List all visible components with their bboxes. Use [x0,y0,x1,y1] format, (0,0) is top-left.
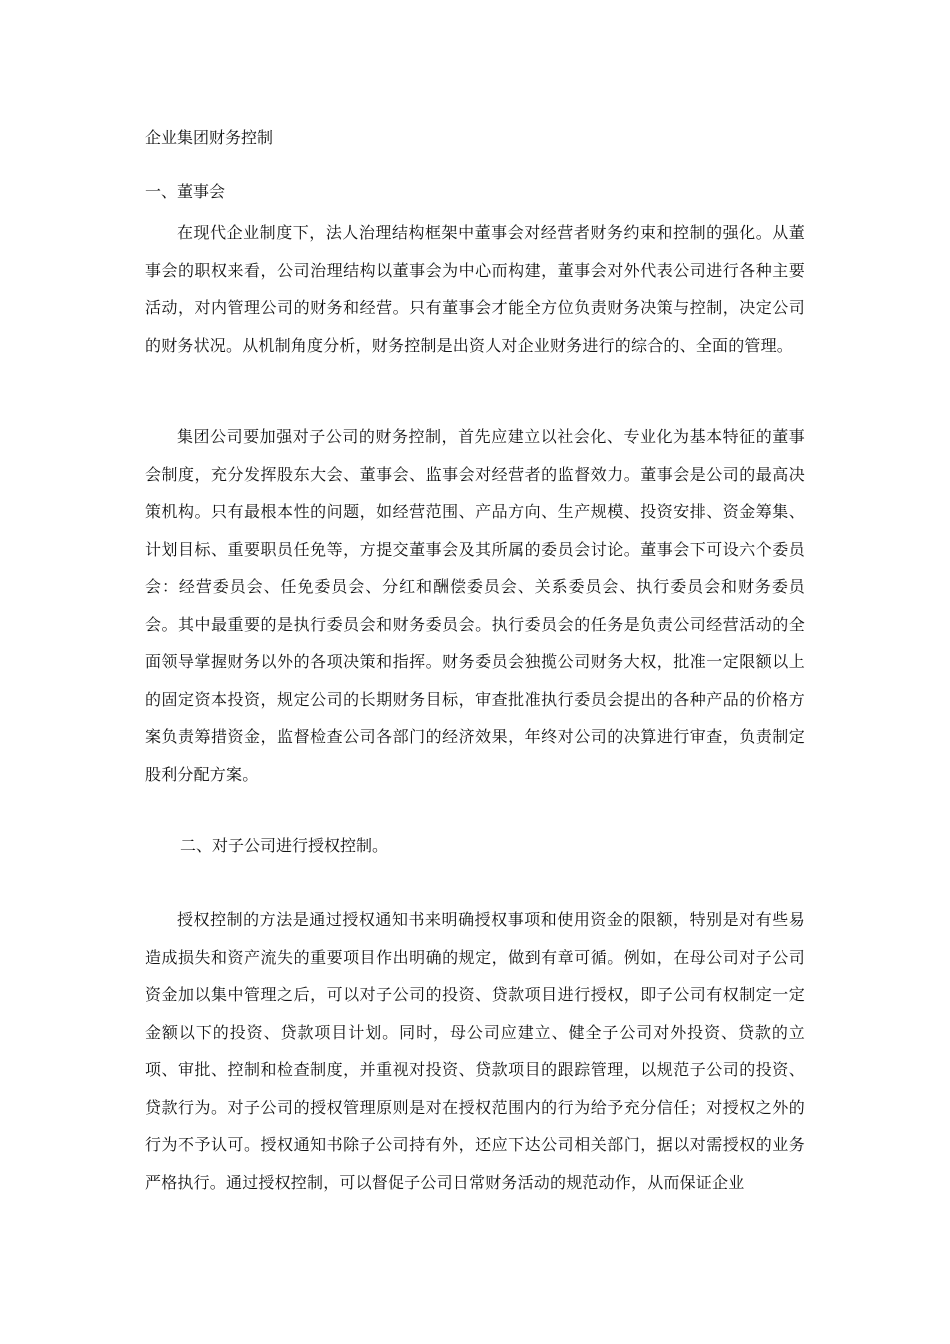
paragraph-board-intro: 在现代企业制度下，法人治理结构框架中董事会对经营者财务约束和控制的强化。从董事会的职权来看，公司治理结构以董事会为中心而构建，董事会对外代表公司进行各种主要活动，对内管理公司的财务和经营。只有董事会才能全方位负责财务决策与控制，决定公司的财务状况。从机制角度分析，财务控制是出资人对企业财务进行的综合的、全面的管理。 [145,223,805,355]
paragraph-authorization-control: 授权控制的方法是通过授权通知书来明确授权事项和使用资金的限额，特别是对有些易造成损失和资产流失的重要项目作出明确的规定，做到有章可循。例如，在母公司对子公司资金加以集中管理之后，可以对子公司的投资、贷款项目进行授权，即子公司有权制定一定金额以下的投资、贷款项目计划。同时，母公司应建立、健全子公司对外投资、贷款的立项、审批、控制和检查制度，并重视对投资、贷款项目的跟踪管理，以规范子公司的投资、贷款行为。对子公司的授权管理原则是对在授权范围内的行为给予充分信任；对授权之外的行为不予认可。授权通知书除子公司持有外，还应下达公司相关部门，据以对需授权的业务严格执行。通过授权控制，可以督促子公司日常财务活动的规范动作，从而保证企业 [145,910,805,1192]
paragraph-board-committees: 集团公司要加强对子公司的财务控制，首先应建立以社会化、专业化为基本特征的董事会制度，充分发挥股东大会、董事会、监事会对经营者的监督效力。董事会是公司的最高决策机构。只有最根本性的问题，如经营范围、产品方向、生产规模、投资安排、资金筹集、计划目标、重要职员任免等，方提交董事会及其所属的委员会讨论。董事会下可设六个委员会：经营委员会、任免委员会、分红和酬偿委员会、关系委员会、执行委员会和财务委员会。其中最重要的是执行委员会和财务委员会。执行委员会的任务是负责公司经营活动的全面领导掌握财务以外的各项决策和指挥。财务委员会独揽公司财务大权，批准一定限额以上的固定资本投资，规定公司的长期财务目标，审查批准执行委员会提出的各种产品的价格方案负责筹措资金，监督检查公司各部门的经济效果，年终对公司的决算进行审查，负责制定股利分配方案。 [145,427,805,784]
document-title: 企业集团财务控制 [145,128,274,147]
section-heading-authorization: 二、对子公司进行授权控制。 [180,836,389,855]
section-heading-board: 一、董事会 [145,182,226,201]
